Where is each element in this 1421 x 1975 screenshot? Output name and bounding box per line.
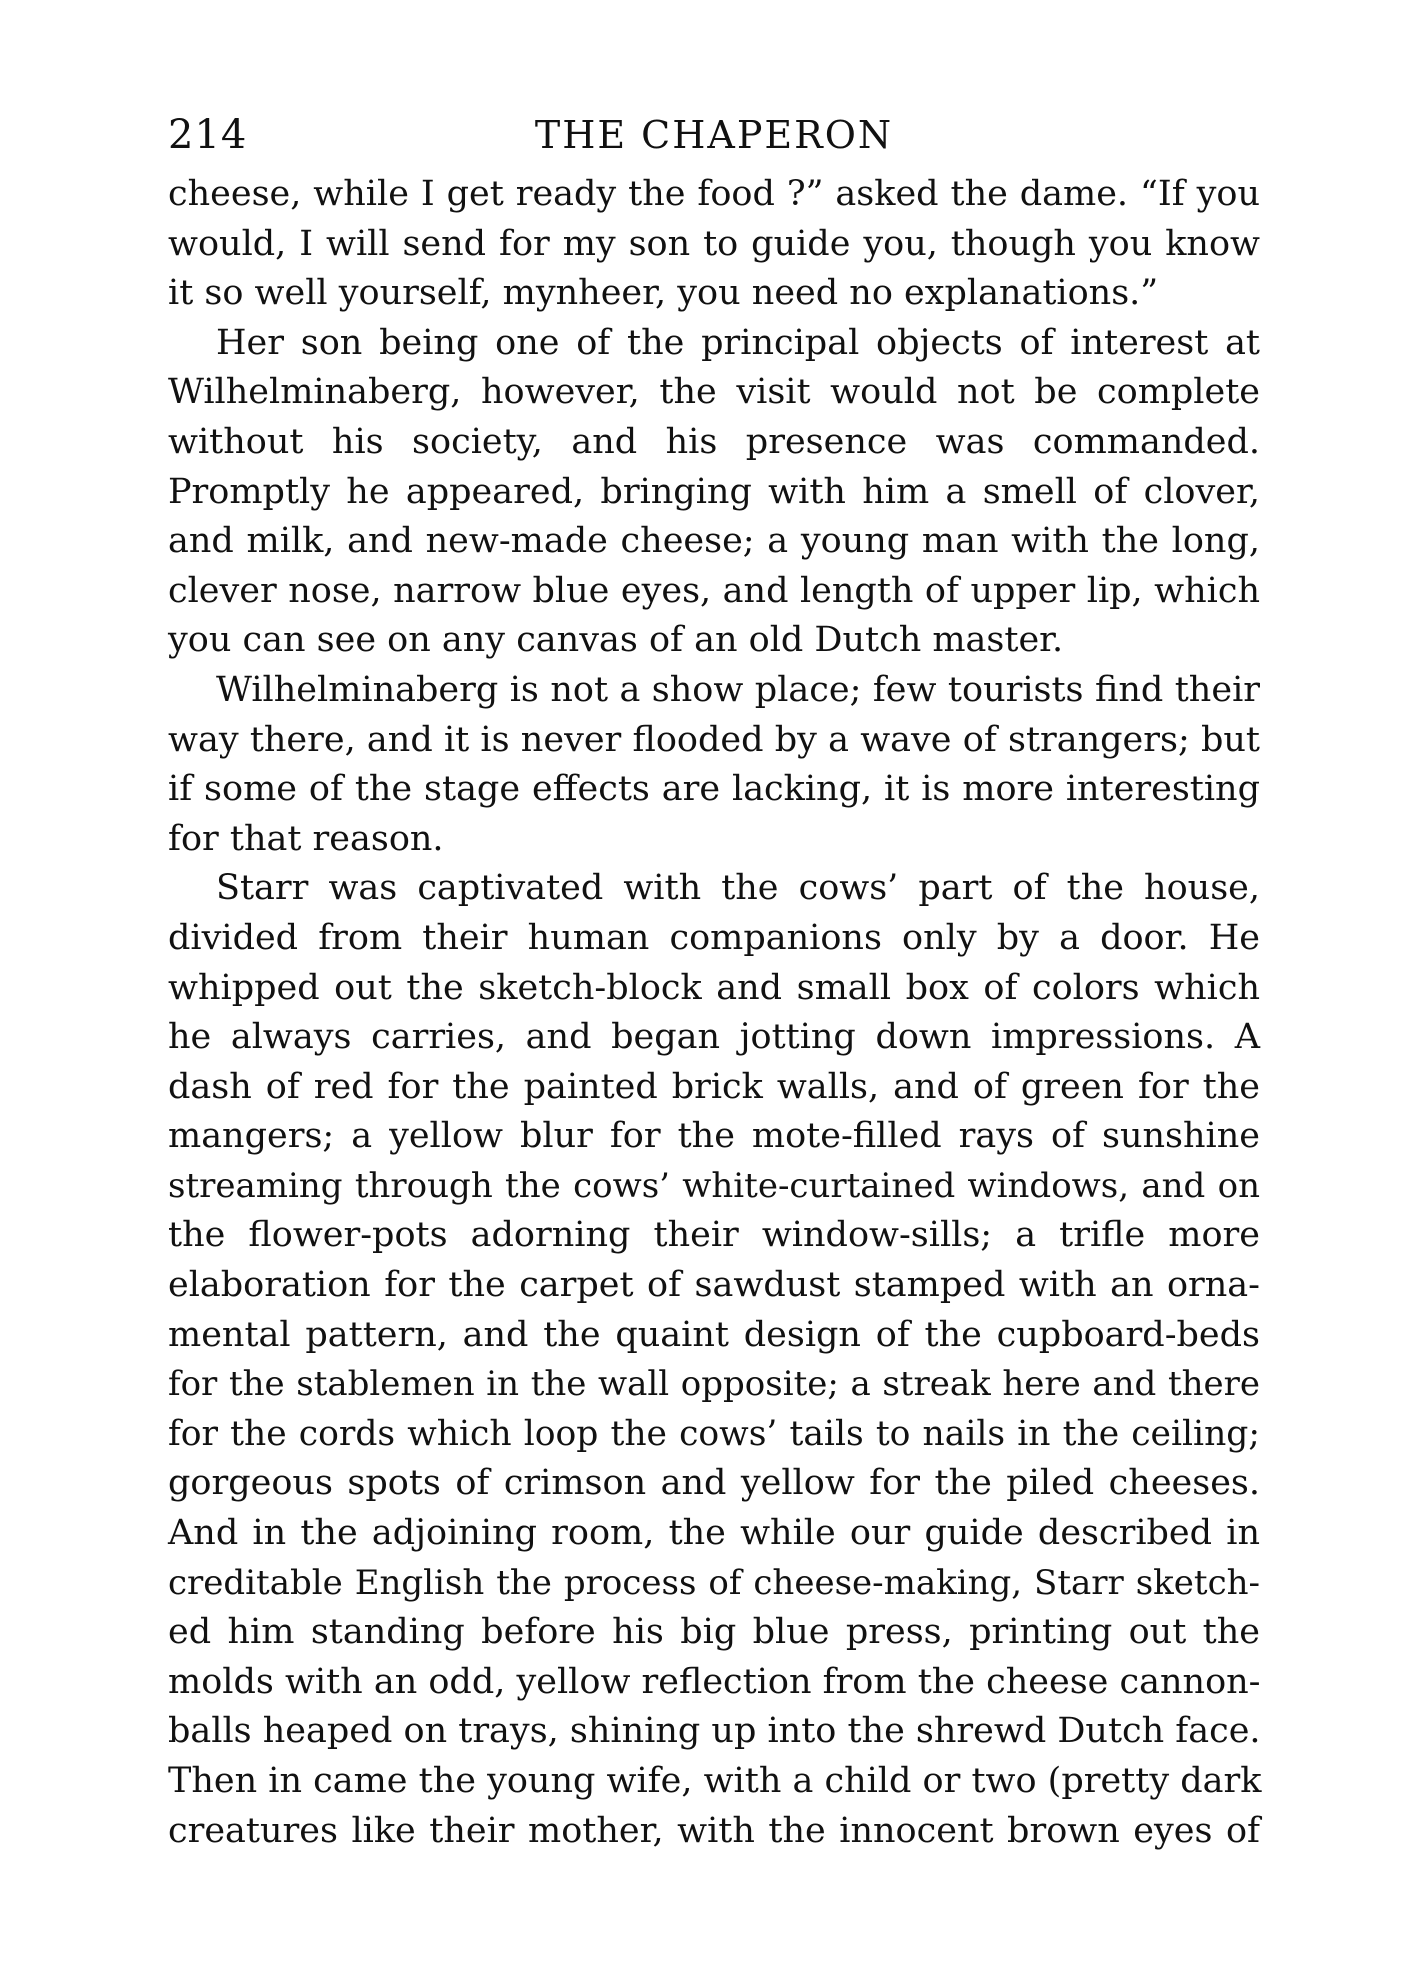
text-line: creditable English the process of cheese-making, Starr sketch- xyxy=(168,1562,1260,1603)
text-line: And in the adjoining room, the while our guide described in xyxy=(168,1513,1260,1554)
text-line: balls heaped on trays, shining up into the shrewd Dutch face. xyxy=(168,1711,1261,1752)
text-line: elaboration for the carpet of sawdust stamped with an orna- xyxy=(168,1265,1260,1306)
text-line: Promptly he appeared, bringing with him a smell of clover, xyxy=(168,471,1260,512)
text-line: cheese, while I get ready the food ?” asked the dame. “If you xyxy=(168,174,1260,214)
text-line: for the stablemen in the wall opposite; a streak here and there xyxy=(168,1364,1260,1405)
text-line: streaming through the cows’ white-curtained windows, and on xyxy=(168,1165,1260,1206)
text-line: creatures like their mother, with the innocent brown eyes of xyxy=(168,1810,1260,1851)
text-line: would, I will send for my son to guide you, though you know xyxy=(168,223,1260,264)
page-number: 214 xyxy=(168,112,248,158)
text-line: gorgeous spots of crimson and yellow for the piled cheeses. xyxy=(168,1463,1260,1504)
text-line: clever nose, narrow blue eyes, and length of upper lip, which xyxy=(168,570,1260,611)
text-line: and milk, and new-made cheese; a young man with the long, xyxy=(168,521,1260,562)
text-line: molds with an odd, yellow reflection from the cheese cannon- xyxy=(168,1661,1261,1702)
running-title: THE CHAPERON xyxy=(534,113,894,157)
text-line: Wilhelminaberg, however, the visit would not be complete xyxy=(168,372,1260,413)
text-line: if some of the stage effects are lacking, it is more interesting xyxy=(168,769,1260,810)
text-line: for that reason. xyxy=(168,818,444,859)
body-text xyxy=(168,170,1260,1856)
running-head xyxy=(168,108,1260,162)
text-line: divided from their human companions only by a door. He xyxy=(168,917,1260,958)
text-line: the flower-pots adorning their window-sills; a trifle more xyxy=(168,1215,1260,1256)
text-line: dash of red for the painted brick walls, and of green for the xyxy=(168,1066,1260,1107)
text-line: it so well yourself, mynheer, you need no explanations.” xyxy=(168,273,1159,314)
text-line: for the cords which loop the cows’ tails to nails in the ceiling; xyxy=(168,1413,1260,1454)
text-line: Her son being one of the principal objects of interest at xyxy=(216,322,1260,363)
text-line: without his society, and his presence was commanded. xyxy=(168,421,1260,462)
text-line: he always carries, and began jotting down impressions. A xyxy=(168,1017,1260,1058)
text-line: Starr was captivated with the cows’ part of the house, xyxy=(216,868,1260,909)
text-line: mangers; a yellow blur for the mote-filled rays of sunshine xyxy=(168,1116,1260,1157)
text-line: Then in came the young wife, with a child or two (pretty dark xyxy=(168,1761,1262,1801)
text-line: way there, and it is never flooded by a wave of strangers; but xyxy=(168,719,1260,760)
text-line: you can see on any canvas of an old Dutch master. xyxy=(168,620,1064,661)
text-line: ed him standing before his big blue press, printing out the xyxy=(168,1612,1260,1653)
text-line: whipped out the sketch-block and small box of colors which xyxy=(168,967,1260,1008)
text-line: mental pattern, and the quaint design of the cupboard-beds xyxy=(168,1314,1260,1355)
text-line: Wilhelminaberg is not a show place; few tourists find their xyxy=(216,669,1260,710)
